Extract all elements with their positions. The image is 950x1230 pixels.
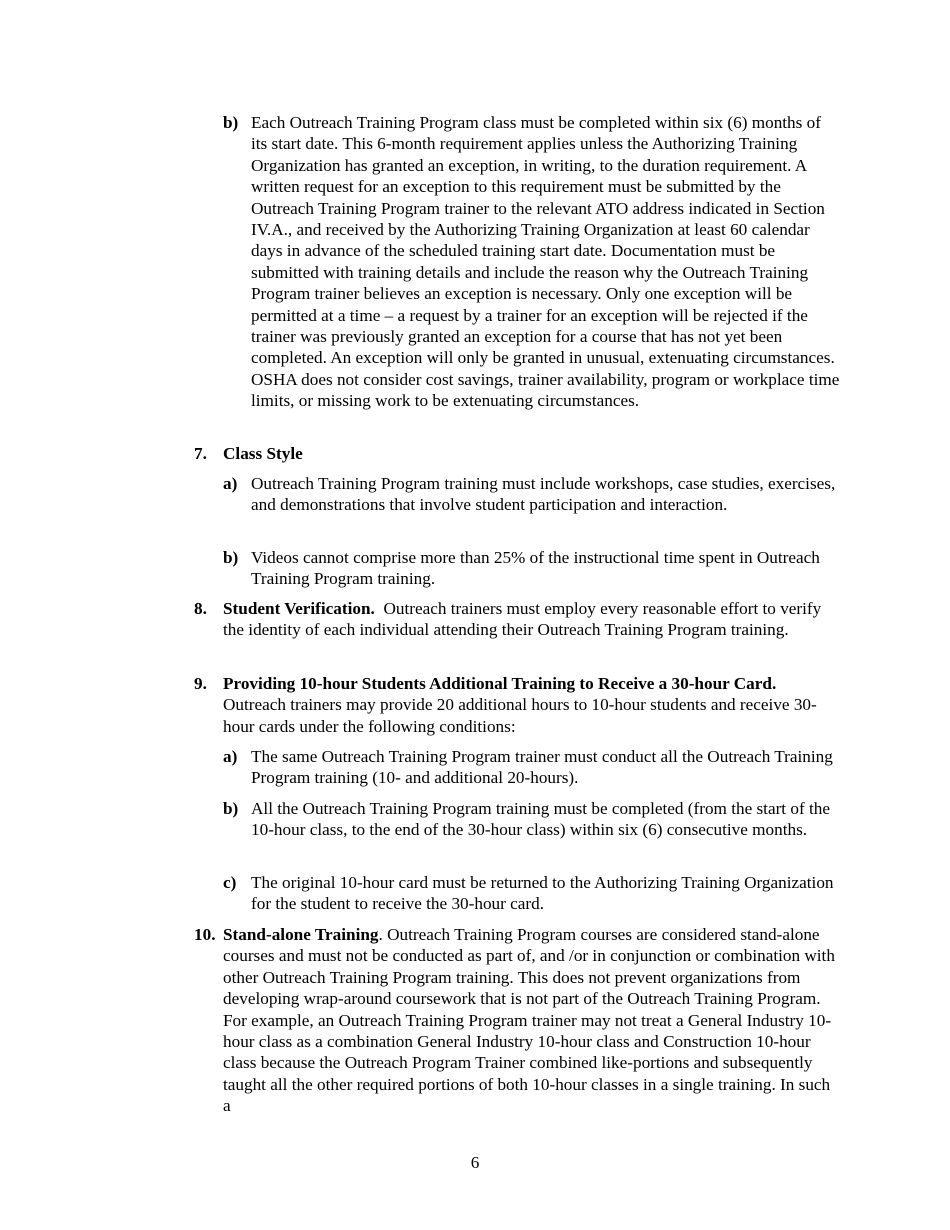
section-8-heading: Student Verification.: [223, 599, 375, 618]
section-7-marker: 7.: [194, 444, 207, 463]
item-9a-text: The same Outreach Training Program trainer must conduct all the Outreach Training Program training (10- and additional 20-hours).: [251, 747, 833, 788]
section-7-heading: Class Style: [223, 444, 303, 463]
item-9b: [223, 798, 841, 841]
section-9-text: Outreach trainers may provide 20 additional hours to 10-hour students and receive 30-hour cards under the following conditions:: [223, 695, 817, 736]
item-7a-text: Outreach Training Program training must include workshops, case studies, exercises, and demonstrations that involve student participation and interaction.: [251, 474, 836, 515]
section-8-marker: 8.: [194, 599, 207, 618]
item-9b-text: All the Outreach Training Program training must be completed (from the start of the 10-hour class, to the end of the 30-hour class) within six (6) consecutive months.: [251, 799, 830, 840]
item-7a: [223, 473, 841, 516]
section-9-heading: Providing 10-hour Students Additional Training to Receive a 30-hour Card.: [223, 674, 777, 693]
page-number: 6: [470, 1153, 480, 1172]
section-10-heading: Stand-alone Training: [223, 925, 379, 944]
item-9a: [223, 746, 841, 789]
section-8: [194, 598, 841, 641]
section-10: [194, 924, 841, 1117]
section-8-text: Outreach trainers must employ every reasonable effort to verify the identity of each individual attending their Outreach Training Program training.: [223, 599, 822, 640]
item-9c: [223, 872, 841, 915]
item-7b-text: Videos cannot comprise more than 25% of the instructional time spent in Outreach Training Program training.: [251, 548, 820, 589]
item-6b-marker: b): [223, 113, 239, 132]
section-10-text: . Outreach Training Program courses are considered stand-alone courses and must not be conducted as part of, and /or in conjunction or combination with other Outreach Training Program training. This does not prevent organizations from developing wrap-around coursework that is not part of the Outreach Training Program. For example, an Outreach Training Program trainer may not treat a General Industry 10-hour class as a combination General Industry 10-hour class and Construction 10-hour class because the Outreach Program Trainer combined like-portions and subsequently taught all the other required portions of both 10-hour classes in a single training. In such a: [223, 925, 835, 1116]
item-9b-marker: b): [223, 799, 239, 818]
item-9a-marker: a): [223, 747, 238, 766]
item-7a-marker: a): [223, 474, 238, 493]
item-7b: [223, 547, 841, 590]
item-6b-text: Each Outreach Training Program class must be completed within six (6) months of its start date. This 6-month requirement applies unless the Authorizing Training Organization has granted an exception, in writing, to the duration requirement. A written request for an exception to this requirement must be submitted by the Outreach Training Program trainer to the relevant ATO address indicated in Section IV.A., and received by the Authorizing Training Organization at least 60 calendar days in advance of the scheduled training start date. Documentation must be submitted with training details and include the reason why the Outreach Training Program trainer believes an exception is necessary. Only one exception will be permitted at a time – a request by a trainer for an exception will be rejected if the trainer was previously granted an exception for a course that has not yet been completed. An exception will only be granted in unusual, extenuating circumstances. OSHA does not consider cost savings, trainer availability, program or workplace time limits, or missing work to be extenuating circumstances.: [251, 113, 840, 411]
item-6b: [223, 112, 841, 412]
section-10-marker: 10.: [194, 925, 216, 944]
item-7b-marker: b): [223, 548, 239, 567]
section-9-marker: 9.: [194, 674, 207, 693]
section-9: [194, 673, 841, 737]
item-9c-text: The original 10-hour card must be returned to the Authorizing Training Organization for the student to receive the 30-hour card.: [251, 873, 834, 914]
section-7: [194, 443, 841, 464]
item-9c-marker: c): [223, 873, 237, 892]
